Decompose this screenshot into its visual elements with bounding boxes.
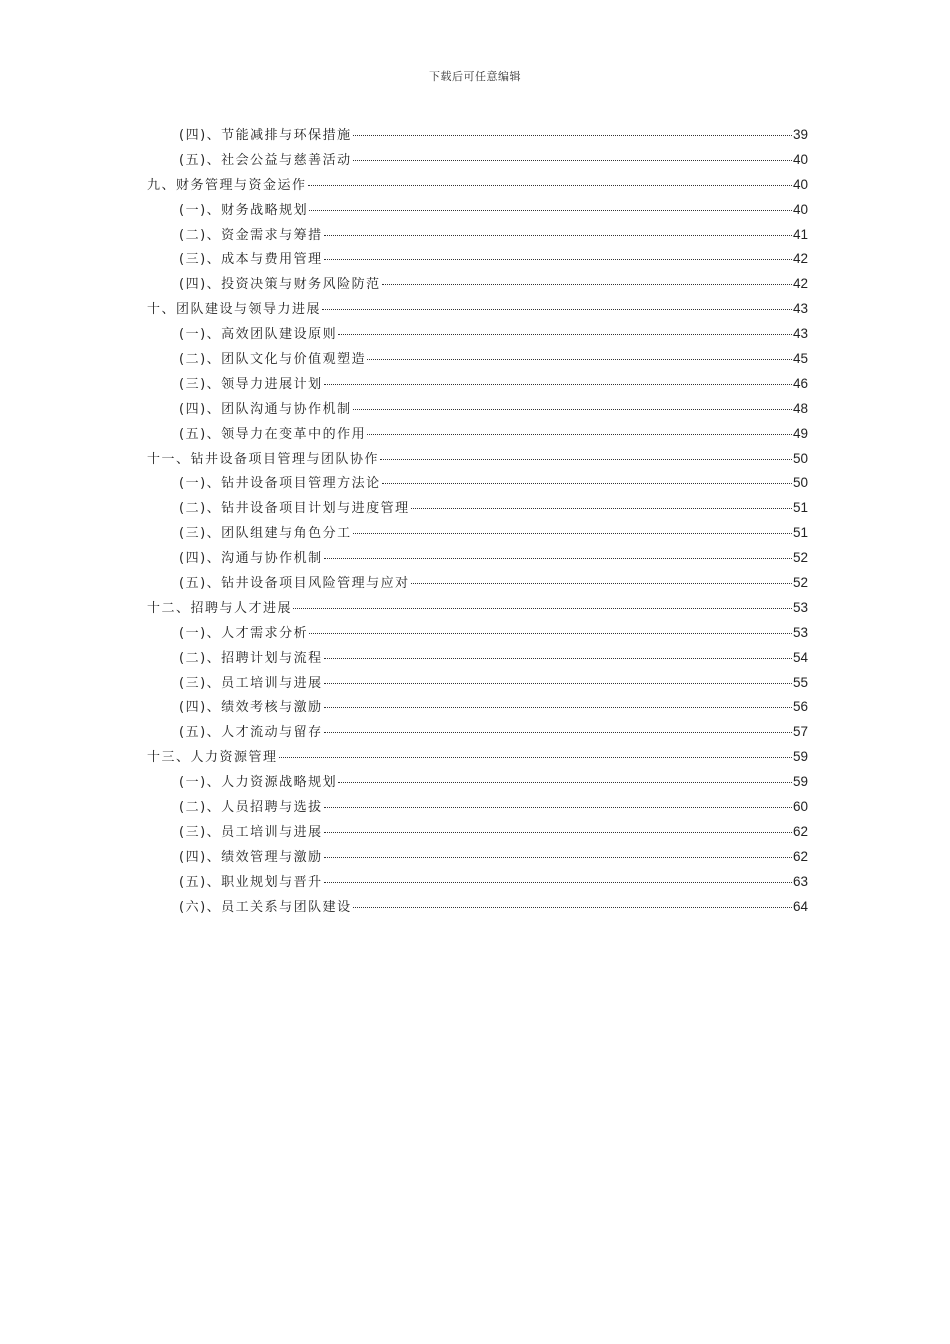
toc-entry-title: (三)、员工培训与进展	[179, 824, 323, 840]
toc-dot-leader	[367, 434, 792, 435]
toc-page-number: 41	[792, 226, 808, 242]
toc-page-number: 56	[792, 699, 808, 715]
toc-section-entry[interactable]	[147, 547, 808, 572]
toc-section-entry[interactable]	[147, 224, 808, 249]
toc-section-entry[interactable]	[147, 323, 808, 348]
toc-dot-leader	[353, 135, 792, 136]
toc-page-number: 51	[792, 500, 808, 516]
toc-dot-leader	[324, 857, 792, 858]
toc-entry-title: (三)、成本与费用管理	[179, 252, 323, 268]
toc-page-number: 45	[792, 351, 808, 367]
toc-entry-title: (二)、钻井设备项目计划与进度管理	[179, 501, 410, 517]
toc-entry-title: (五)、领导力在变革中的作用	[179, 426, 367, 442]
toc-page-number: 62	[792, 848, 808, 864]
toc-dot-leader	[353, 160, 792, 161]
toc-dot-leader	[324, 707, 792, 708]
toc-dot-leader	[324, 832, 792, 833]
toc-dot-leader	[338, 782, 792, 783]
toc-entry-title: (四)、团队沟通与协作机制	[179, 401, 352, 417]
toc-page-number: 39	[792, 127, 808, 142]
toc-page-number: 59	[792, 749, 808, 765]
toc-page-number: 51	[792, 525, 808, 541]
toc-dot-leader	[367, 359, 792, 360]
toc-page-number: 50	[792, 475, 808, 491]
toc-page-number: 54	[792, 649, 808, 665]
toc-page-number: 52	[792, 575, 808, 591]
toc-page-number: 42	[792, 251, 808, 267]
toc-page-number: 53	[792, 624, 808, 640]
toc-section-entry[interactable]	[147, 398, 808, 423]
toc-dot-leader	[338, 334, 792, 335]
toc-page-number: 64	[792, 898, 808, 914]
toc-dot-leader	[353, 409, 792, 410]
toc-section-entry[interactable]	[147, 199, 808, 224]
toc-dot-leader	[279, 757, 792, 758]
toc-entry-title: (四)、投资决策与财务风险防范	[179, 277, 381, 293]
toc-section-entry[interactable]	[147, 896, 808, 921]
toc-section-entry[interactable]	[147, 647, 808, 672]
toc-section-entry[interactable]	[147, 846, 808, 871]
toc-page-number: 42	[792, 276, 808, 292]
toc-section-entry[interactable]	[147, 373, 808, 398]
toc-section-entry[interactable]	[147, 771, 808, 796]
toc-section-entry[interactable]	[147, 423, 808, 448]
toc-dot-leader	[309, 210, 792, 211]
toc-page-number: 50	[792, 450, 808, 466]
toc-entry-title: 九、财务管理与资金运作	[147, 177, 307, 193]
toc-dot-leader	[411, 508, 792, 509]
toc-entry-title: (二)、资金需求与筹措	[179, 227, 323, 243]
toc-section-entry[interactable]	[147, 622, 808, 647]
toc-chapter-entry[interactable]	[147, 746, 808, 771]
toc-section-entry[interactable]	[147, 522, 808, 547]
toc-entry-title: 十、团队建设与领导力进展	[147, 302, 322, 318]
toc-section-entry[interactable]	[147, 871, 808, 896]
toc-page-number: 60	[792, 799, 808, 815]
toc-dot-leader	[293, 608, 792, 609]
toc-section-entry[interactable]	[147, 497, 808, 522]
toc-page-number: 43	[792, 326, 808, 342]
toc-entry-title: (五)、钻井设备项目风险管理与应对	[179, 576, 410, 592]
page-header: 下载后可任意编辑	[429, 70, 521, 83]
toc-dot-leader	[324, 384, 792, 385]
toc-dot-leader	[382, 284, 792, 285]
toc-entry-title: (一)、钻井设备项目管理方法论	[179, 476, 381, 492]
toc-entry-title: (五)、职业规划与晋升	[179, 874, 323, 890]
toc-entry-title: (三)、团队组建与角色分工	[179, 526, 352, 542]
toc-entry-title: (四)、沟通与协作机制	[179, 551, 323, 567]
toc-section-entry[interactable]	[147, 696, 808, 721]
toc-entry-title: 十三、人力资源管理	[147, 750, 278, 766]
toc-dot-leader	[309, 633, 792, 634]
toc-dot-leader	[324, 732, 792, 733]
toc-dot-leader	[324, 683, 792, 684]
toc-section-entry[interactable]	[147, 796, 808, 821]
toc-dot-leader	[411, 583, 792, 584]
toc-entry-title: (二)、团队文化与价值观塑造	[179, 352, 367, 368]
toc-entry-title: (四)、绩效管理与激励	[179, 849, 323, 865]
toc-entry-title: (四)、绩效考核与激励	[179, 700, 323, 716]
toc-dot-leader	[324, 259, 792, 260]
toc-page-number: 49	[792, 425, 808, 441]
toc-page-number: 55	[792, 674, 808, 690]
toc-section-entry[interactable]	[147, 721, 808, 746]
toc-chapter-entry[interactable]	[147, 597, 808, 622]
toc-section-entry[interactable]	[147, 248, 808, 273]
toc-section-entry[interactable]	[147, 348, 808, 373]
toc-entry-title: (三)、员工培训与进展	[179, 675, 323, 691]
toc-dot-leader	[353, 907, 792, 908]
toc-page-number: 46	[792, 375, 808, 391]
toc-chapter-entry[interactable]	[147, 174, 808, 199]
toc-page-number: 63	[792, 873, 808, 889]
toc-dot-leader	[324, 882, 792, 883]
toc-entry-title: (二)、招聘计划与流程	[179, 650, 323, 666]
toc-section-entry[interactable]	[147, 821, 808, 846]
toc-entry-title: (一)、财务战略规划	[179, 202, 309, 218]
toc-dot-leader	[382, 483, 792, 484]
toc-entry-title: (六)、员工关系与团队建设	[179, 899, 352, 915]
toc-page-number: 59	[792, 774, 808, 790]
toc-dot-leader	[324, 658, 792, 659]
toc-page-number: 43	[792, 301, 808, 317]
toc-dot-leader	[380, 459, 792, 460]
toc-dot-leader	[353, 533, 792, 534]
toc-entry-title: (一)、高效团队建设原则	[179, 327, 338, 343]
toc-dot-leader	[308, 185, 792, 186]
toc-entry-title: 十二、招聘与人才进展	[147, 600, 293, 616]
toc-dot-leader	[324, 807, 792, 808]
toc-entry-title: (一)、人力资源战略规划	[179, 775, 338, 791]
toc-entry-title: (一)、人才需求分析	[179, 625, 309, 641]
toc-section-entry[interactable]	[147, 149, 808, 174]
toc-section-entry[interactable]	[147, 472, 808, 497]
toc-entry-title: 十一、钻井设备项目管理与团队协作	[147, 451, 380, 467]
toc-section-entry[interactable]	[147, 572, 808, 597]
toc-chapter-entry[interactable]	[147, 448, 808, 473]
toc-page-number: 57	[792, 724, 808, 740]
toc-section-entry[interactable]	[147, 124, 808, 149]
toc-chapter-entry[interactable]	[147, 298, 808, 323]
toc-entry-title: (四)、节能减排与环保措施	[179, 128, 352, 143]
toc-page-number: 40	[792, 176, 808, 192]
toc-page-number: 40	[792, 151, 808, 167]
toc-dot-leader	[322, 309, 792, 310]
toc-dot-leader	[324, 558, 792, 559]
toc-page-number: 40	[792, 201, 808, 217]
toc-entry-title: (五)、人才流动与留存	[179, 725, 323, 741]
toc-entry-title: (二)、人员招聘与选拔	[179, 800, 323, 816]
toc-page-number: 52	[792, 550, 808, 566]
table-of-contents	[147, 124, 808, 921]
toc-page-number: 53	[792, 599, 808, 615]
toc-dot-leader	[324, 235, 792, 236]
toc-section-entry[interactable]	[147, 672, 808, 697]
toc-page-number: 62	[792, 823, 808, 839]
toc-page-number: 48	[792, 400, 808, 416]
toc-section-entry[interactable]	[147, 273, 808, 298]
toc-entry-title: (五)、社会公益与慈善活动	[179, 152, 352, 168]
toc-entry-title: (三)、领导力进展计划	[179, 376, 323, 392]
